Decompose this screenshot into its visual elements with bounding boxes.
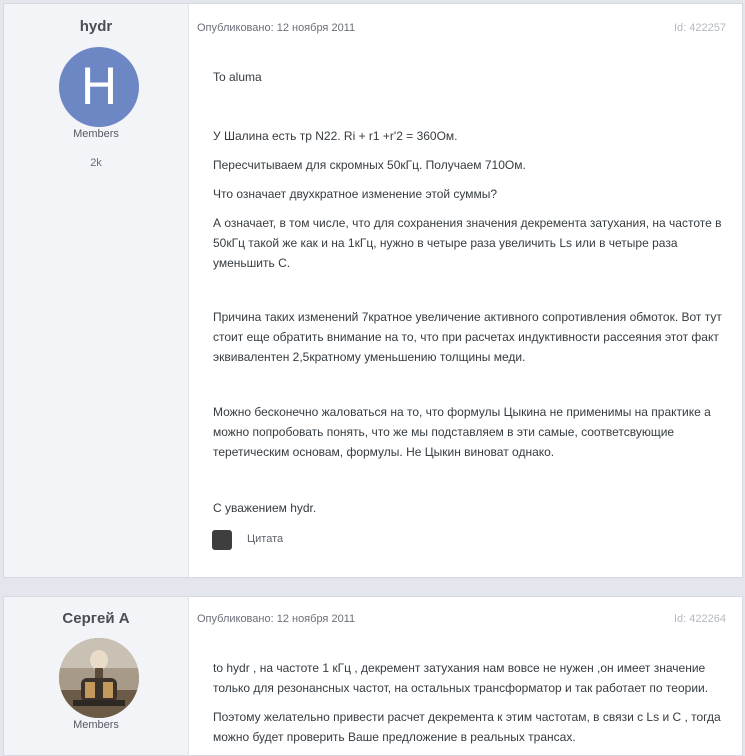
post-body xyxy=(213,707,723,747)
author-panel xyxy=(4,4,189,577)
member-group: Members xyxy=(73,128,119,140)
avatar[interactable] xyxy=(59,638,139,718)
member-group: Members xyxy=(73,719,119,731)
author-panel xyxy=(4,597,189,755)
post-body xyxy=(213,155,723,175)
post-paragraph: Поэтому желательно привести расчет декремента к этим частотам, в связи с Ls и C , тогда можно будет проверить Ваше предложение в реальных трансах. xyxy=(213,710,721,744)
post-id: Id: 422257 xyxy=(674,22,726,34)
post-count: 2k xyxy=(90,157,102,169)
post-body xyxy=(213,126,723,146)
post-body xyxy=(213,498,723,518)
avatar-letter: H xyxy=(80,58,118,116)
post-paragraph: Причина таких изменений 7кратное увеличение активного сопротивления обмоток. Вот тут стоит еще обратить внимание на то, что при расчетах индуктивности рассеяния этот факт эквивалентен 2,5кратному уменьшению толщины меди. xyxy=(213,310,722,364)
avatar-photo xyxy=(59,638,139,718)
post-paragraph: Можно бесконечно жаловаться на то, что формулы Цыкина не применимы на практике а можно попробовать понять, что же мы подставляем в эти самые, соответсвующие теретическим основам, формулы. Не Цыкин виноват однако. xyxy=(213,405,711,459)
forum-post xyxy=(3,3,743,578)
post-paragraph: Пересчитываем для скромных 50кГц. Получаем 710Ом. xyxy=(213,158,526,172)
signature: С уважением hydr. xyxy=(213,501,317,515)
post-paragraph: to hydr , на частоте 1 кГц , декремент затухания нам вовсе не нужен ,он имеет значение только для резонансных частот, на остальных трансформатор и так работает по теории. xyxy=(213,661,709,695)
post-body xyxy=(213,67,723,87)
post-date[interactable]: Опубликовано: 12 ноября 2011 xyxy=(197,613,356,625)
post-body xyxy=(213,213,723,273)
post-date[interactable]: Опубликовано: 12 ноября 2011 xyxy=(197,22,356,34)
post-body xyxy=(213,184,723,204)
post-body xyxy=(213,307,723,367)
post-body xyxy=(213,658,723,698)
forum-post xyxy=(3,596,743,756)
avatar[interactable] xyxy=(59,47,139,127)
post-body xyxy=(213,402,723,462)
post-paragraph: To aluma xyxy=(213,70,262,84)
post-paragraph: У Шалина есть тр N22. Ri + r1 +r'2 = 360Ом. xyxy=(213,129,458,143)
author-name[interactable]: hydr xyxy=(79,18,113,35)
post-paragraph: Что означает двухкратное изменение этой суммы? xyxy=(213,187,498,201)
quote-label[interactable]: Цитата xyxy=(247,533,284,545)
post-id: Id: 422264 xyxy=(674,613,726,625)
quote-icon[interactable] xyxy=(212,530,232,550)
author-name[interactable]: Сергей А xyxy=(62,610,130,627)
post-paragraph: А означает, в том числе, что для сохранения значения декремента затухания, на частоте в 50кГц такой же как и на 1кГц, нужно в четыре раза увеличить Ls или в четыре раза уменьшить C. xyxy=(213,216,722,270)
